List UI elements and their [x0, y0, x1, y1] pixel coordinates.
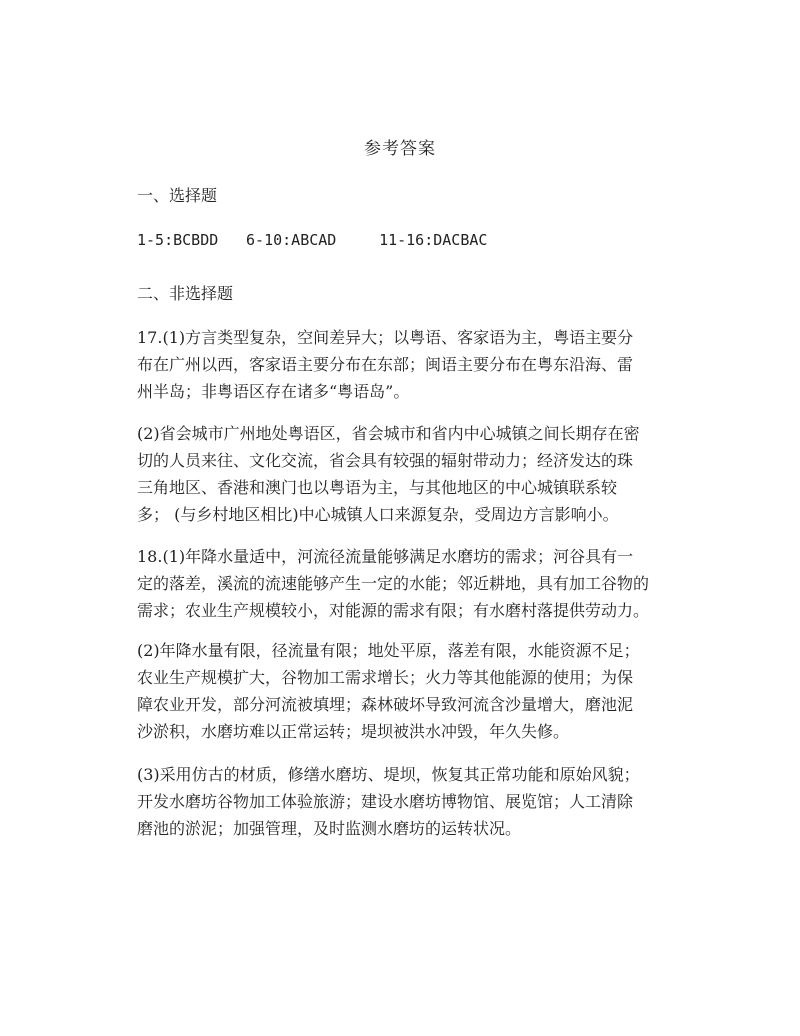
- text-line: 农业生产规模扩大，谷物加工需求增长；火力等其他能源的使用；为保: [137, 668, 634, 687]
- text-line: 三角地区、香港和澳门也以粤语为主，与其他地区的中心城镇联系较: [137, 478, 618, 497]
- choice-answers: [137, 231, 487, 249]
- text-line: 磨池的淤泥；加强管理，及时监测水磨坊的运转状况。: [137, 819, 522, 838]
- text-line: 多； (与乡村地区相比)中心城镇人口来源复杂，受周边方言影响小。: [137, 505, 619, 524]
- answer-17-1: [137, 324, 667, 405]
- answer-18-1: [137, 543, 667, 624]
- answer-18-3: [137, 761, 667, 842]
- text-line: 切的人员来往、文化交流，省会具有较强的辐射带动力；经济发达的珠: [137, 451, 634, 470]
- text-line: (2)省会城市广州地处粤语区，省会城市和省内中心城镇之间长期存在密: [137, 424, 640, 443]
- text-line: 布在广州以西，客家语主要分布在东部；闽语主要分布在粤东沿海、雷: [137, 355, 634, 374]
- text-line: 障农业开发，部分河流被填埋；森林破坏导致河流含沙量增大，磨池泥: [137, 695, 634, 714]
- answer-group-6-10: 6-10:ABCAD: [246, 231, 337, 249]
- answer-group-11-16: 11-16:DACBAC: [379, 231, 488, 249]
- text-line: 沙淤积，水磨坊难以正常运转；堤坝被洪水冲毁，年久失修。: [137, 722, 570, 741]
- section-heading-choice: 一、选择题: [137, 186, 218, 205]
- text-line: 定的落差，溪流的流速能够产生一定的水能；邻近耕地，具有加工谷物的: [137, 574, 650, 593]
- text-line: 州半岛；非粤语区存在诸多“粤语岛”。: [137, 382, 410, 401]
- section-heading-nonchoice: 二、非选择题: [137, 284, 234, 303]
- text-line: (2)年降水量有限，径流量有限；地处平原，落差有限，水能资源不足；: [137, 641, 640, 660]
- answer-17-2: [137, 420, 667, 528]
- answer-group-1-5: 1-5:BCBDD: [137, 231, 219, 249]
- text-line: (3)采用仿古的材质，修缮水磨坊、堤坝，恢复其正常功能和原始风貌；: [137, 765, 640, 784]
- text-line: 17.(1)方言类型复杂，空间差异大；以粤语、客家语为主，粤语主要分: [137, 328, 634, 347]
- answer-18-2: [137, 637, 667, 745]
- text-line: 需求；农业生产规模较小，对能源的需求有限；有水磨村落提供劳动力。: [137, 601, 650, 620]
- text-line: 18.(1)年降水量适中，河流径流量能够满足水磨坊的需求；河谷具有一: [137, 547, 634, 566]
- text-line: 开发水磨坊谷物加工体验旅游；建设水磨坊博物馆、展览馆；人工清除: [137, 792, 634, 811]
- page-title: 参考答案: [364, 139, 436, 159]
